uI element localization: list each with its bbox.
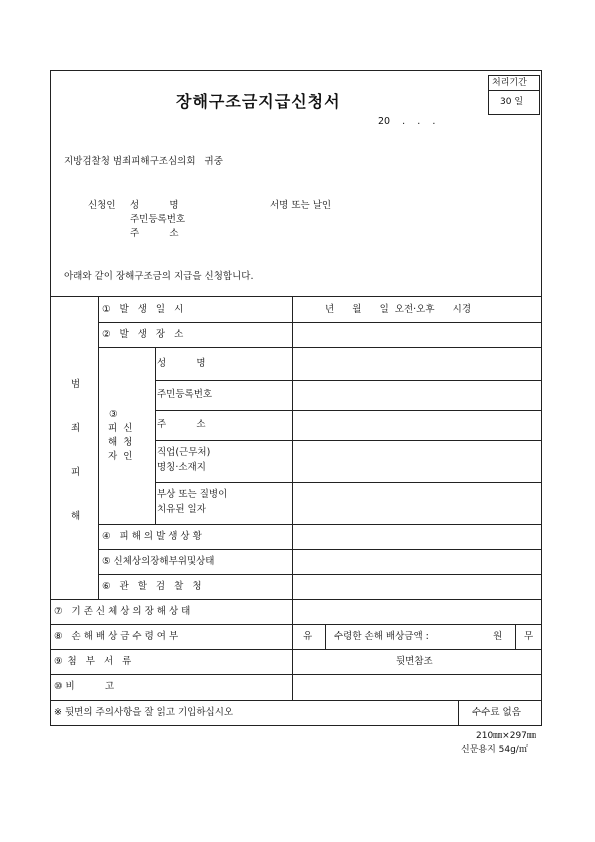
existing-disability-label: ⑦ 기존신체상의장해상태 xyxy=(54,606,194,617)
processing-days: 30 일 xyxy=(500,97,524,107)
row-line xyxy=(50,624,542,625)
row-line xyxy=(98,549,542,550)
row-line xyxy=(98,322,542,323)
fee-text: 수수료 없음 xyxy=(472,707,521,718)
victim-group-line: 자 인 xyxy=(108,451,133,462)
yes-divider xyxy=(325,624,326,649)
prosecution-office-label: ⑥ 관 할 검 찰 청 xyxy=(102,581,205,592)
victim-group-line: 해 청 xyxy=(108,437,133,448)
row-line xyxy=(98,574,542,575)
victim-injury-label: 부상 또는 질병이 xyxy=(157,489,228,500)
row-line xyxy=(155,482,542,483)
fee-divider xyxy=(458,700,459,726)
victim-group-line: 피 신 xyxy=(108,423,133,434)
victim-job-label: 직업(근무처) xyxy=(157,447,211,458)
no-divider xyxy=(515,624,516,649)
victim-rrn-label: 주민등록번호 xyxy=(157,389,213,400)
damage-situation-label: ④ 피해의발생상황 xyxy=(102,531,205,542)
compensation-received-label: ⑧ 손해배상금수령여부 xyxy=(54,631,182,642)
attachments-value: 뒷면참조 xyxy=(396,656,433,667)
disability-state-label: ⑤ 신체상의장해부위및상태 xyxy=(102,556,215,567)
remarks-label: ⑩ 비 고 xyxy=(54,681,115,692)
row-line xyxy=(50,599,542,600)
applicant-rrn-label: 주민등록번호 xyxy=(130,214,186,225)
row-line xyxy=(50,674,542,675)
addressee: 지방검찰청 범죄피해구조심의회 귀중 xyxy=(64,156,223,167)
compensation-yes: 유 xyxy=(303,631,313,642)
row-line xyxy=(50,649,542,650)
processing-label: 처리기간 xyxy=(492,78,527,88)
signature-label: 서명 또는 날인 xyxy=(270,200,332,211)
row-line xyxy=(98,347,542,348)
applicant-label: 신청인 xyxy=(88,200,116,211)
application-statement: 아래와 같이 장해구조금의 지급을 신청합니다. xyxy=(64,271,254,282)
section-label-char: 죄 xyxy=(71,423,81,434)
section-label-char: 피 xyxy=(71,467,81,478)
processing-box-divider xyxy=(488,90,540,91)
compensation-amount-label: 수령한 손해 배상금액 : xyxy=(334,631,429,642)
row-line xyxy=(155,380,542,381)
applicant-name-label: 성 명 xyxy=(130,200,179,211)
section-divider xyxy=(98,296,99,599)
row-line xyxy=(155,440,542,441)
occurrence-place-label: ② 발 생 장 소 xyxy=(102,329,187,340)
victim-name-label: 성 명 xyxy=(157,358,206,369)
applicant-address-label: 주 소 xyxy=(130,228,179,239)
table-top-line xyxy=(50,296,542,297)
occurrence-datetime-label: ① 발 생 일 시 xyxy=(102,304,187,315)
victim-recovery-label: 치유된 일자 xyxy=(157,504,206,515)
form-title: 장해구조금지급신청서 xyxy=(176,92,341,111)
compensation-no: 무 xyxy=(524,631,534,642)
attachments-label: ⑨ 첨 부 서 류 xyxy=(54,656,133,667)
row-line xyxy=(98,524,542,525)
value-column-divider xyxy=(292,296,293,700)
victim-job-location-label: 명칭·소재지 xyxy=(157,462,206,473)
occurrence-datetime-value: 년 월 일 오전·오후 시경 xyxy=(325,304,472,315)
victim-address-label: 주 소 xyxy=(157,419,206,430)
victim-group-divider xyxy=(155,347,156,524)
compensation-unit: 원 xyxy=(493,631,503,642)
form-frame xyxy=(50,70,542,726)
section-label-char: 해 xyxy=(71,511,81,522)
paper-type: 신문용지 54g/㎡ xyxy=(461,745,528,755)
form-date: 20 . . . xyxy=(378,116,436,127)
victim-group-char: ③ xyxy=(109,409,118,420)
row-line xyxy=(155,410,542,411)
row-line xyxy=(50,700,542,701)
notice-text: ※ 뒷면의 주의사항을 잘 읽고 기입하십시오 xyxy=(54,707,234,718)
paper-size: 210㎜×297㎜ xyxy=(476,731,536,741)
section-label-char: 범 xyxy=(71,379,81,390)
